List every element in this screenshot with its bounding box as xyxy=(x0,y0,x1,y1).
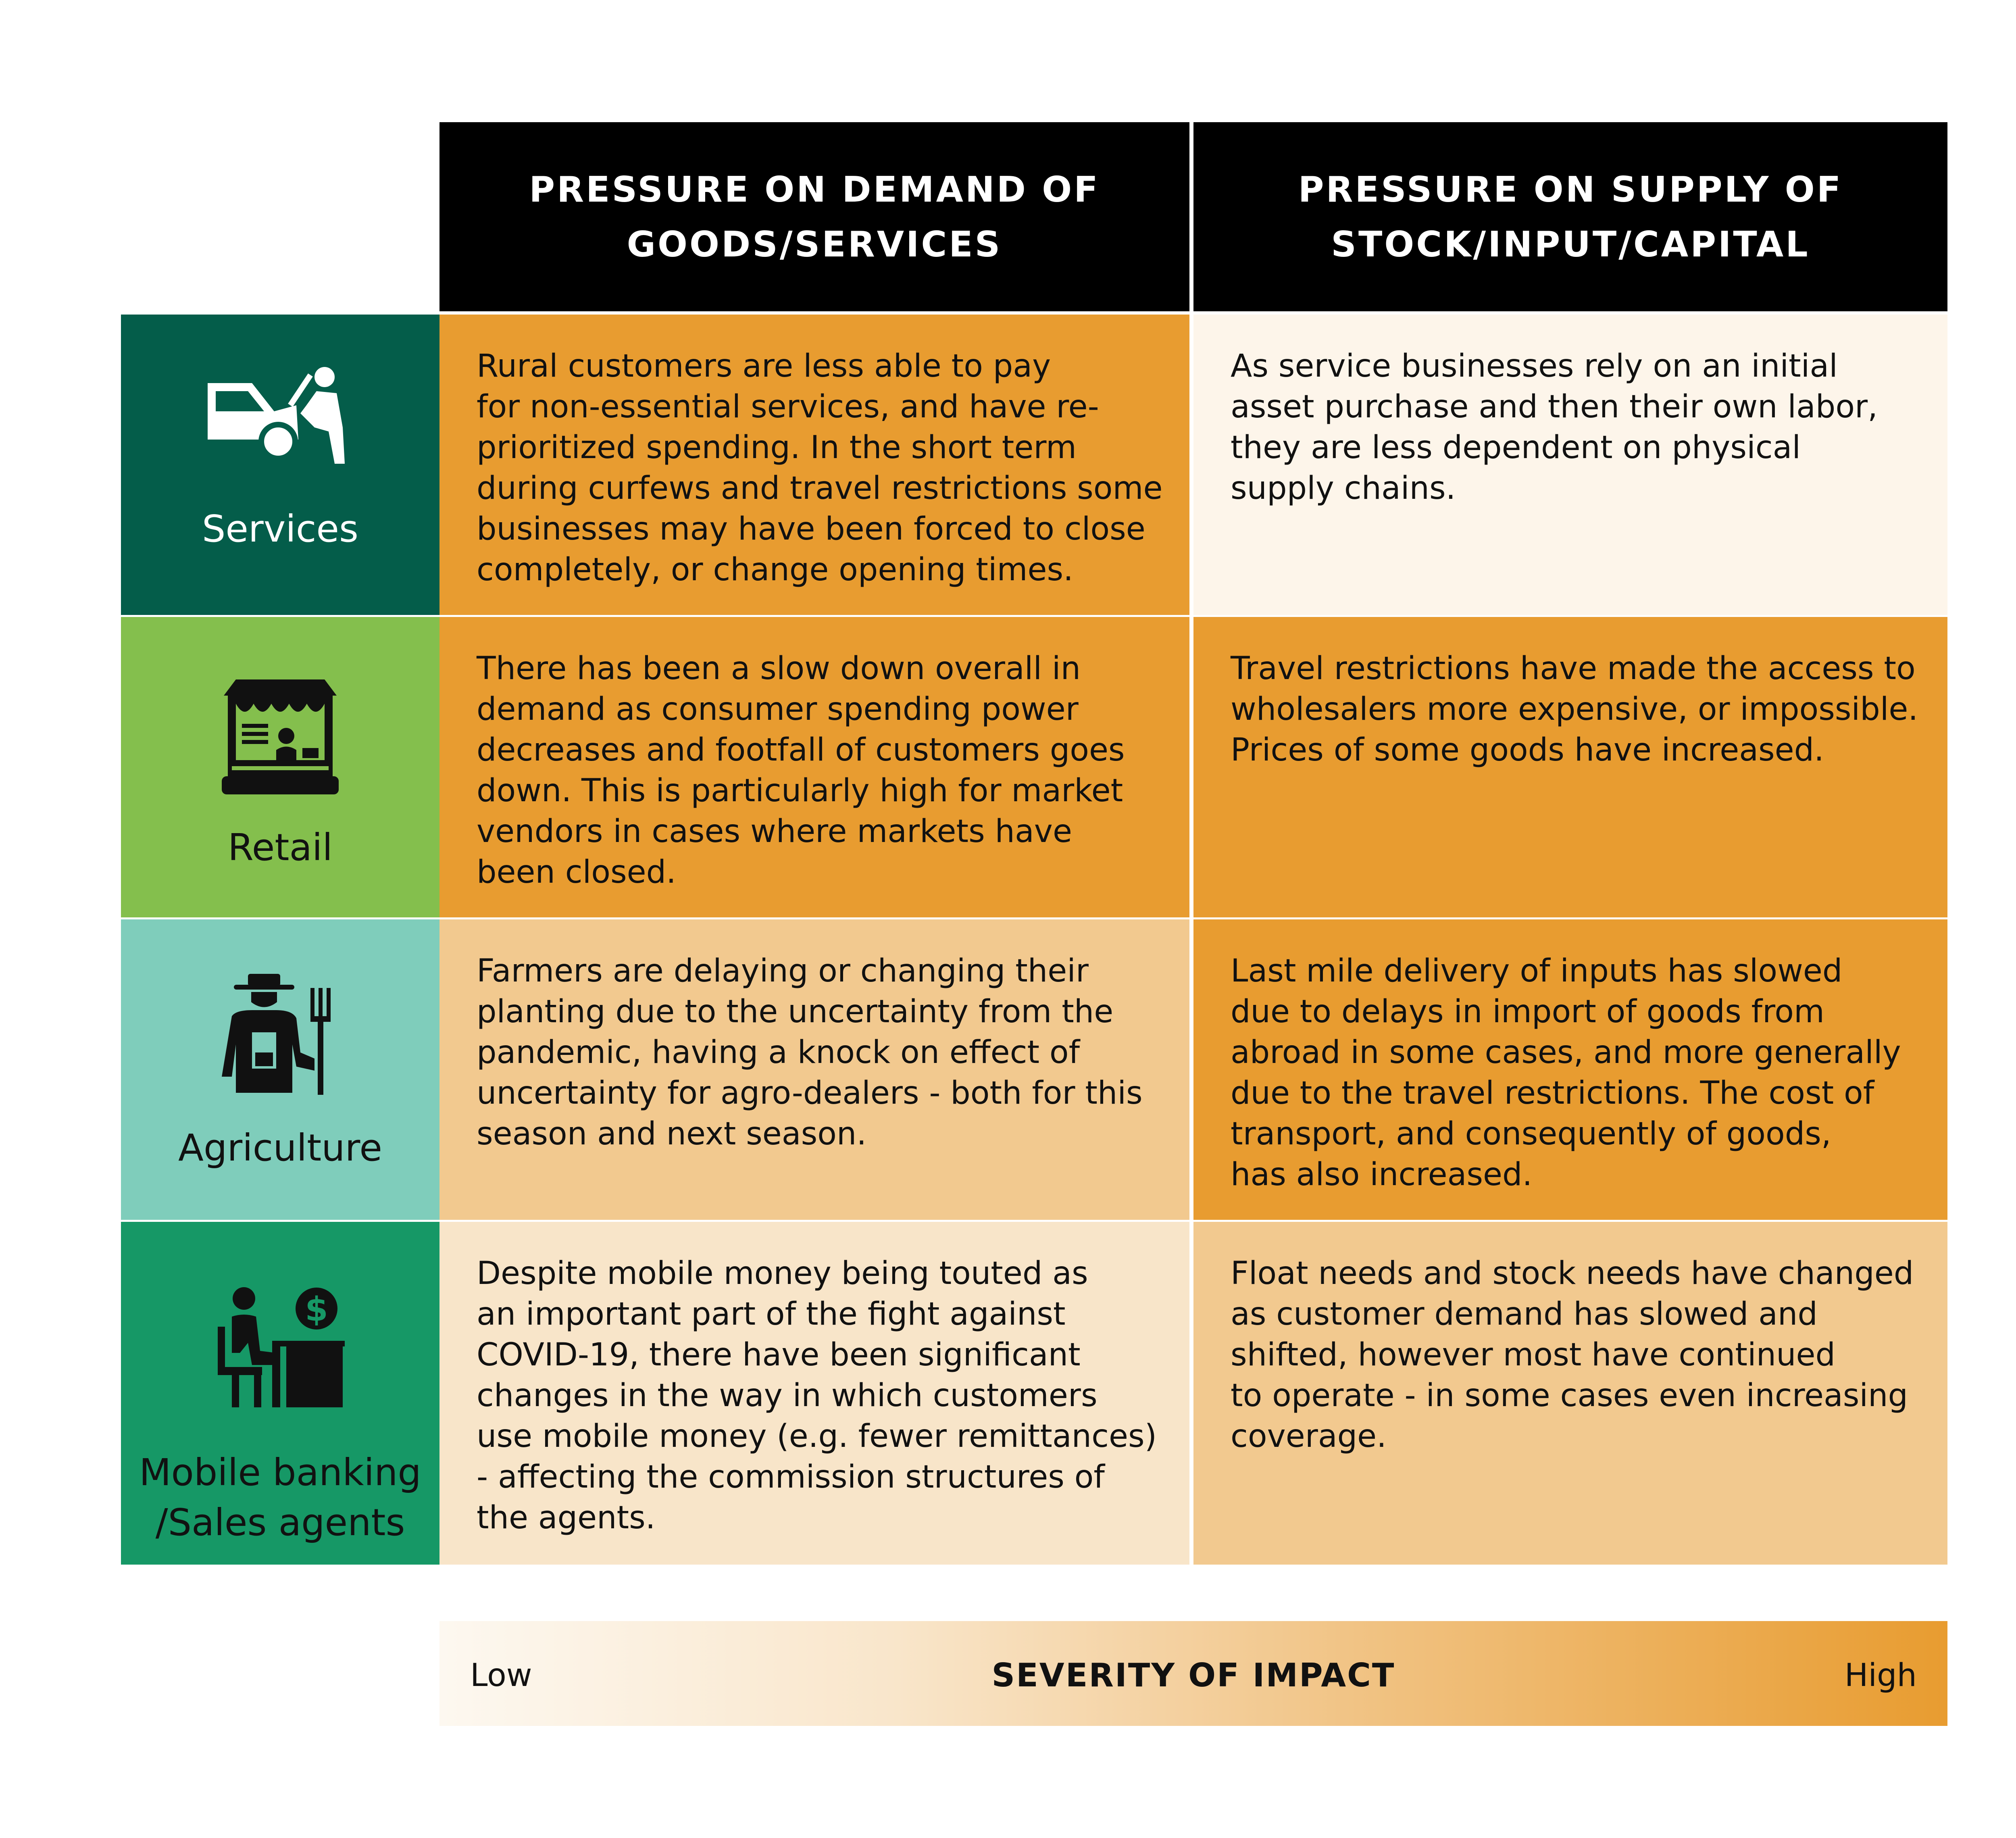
text-line: as customer demand has slowed and xyxy=(1231,1296,1818,1332)
text-line: during curfews and travel restrictions some xyxy=(477,470,1163,506)
category-agriculture xyxy=(121,919,439,1220)
market-stall-icon xyxy=(121,675,439,796)
demand-header-line-2: GOODS/SERVICES xyxy=(627,223,1002,265)
text-line: asset purchase and then their own labor, xyxy=(1231,389,1878,425)
scale-low-label: Low xyxy=(470,1657,532,1694)
text-line: Travel restrictions have made the access to xyxy=(1231,650,1916,687)
text-line: planting due to the uncertainty from the xyxy=(477,994,1114,1030)
supply-column-header xyxy=(1193,122,1947,311)
text-line: Float needs and stock needs have changed xyxy=(1231,1255,1914,1292)
supply-header-line-1: PRESSURE ON SUPPLY OF xyxy=(1298,169,1843,210)
text-line: COVID-19, there have been significant xyxy=(477,1337,1081,1373)
text-line: Last mile delivery of inputs has slowed xyxy=(1231,953,1843,989)
text-line: Prices of some goods have increased. xyxy=(1231,732,1824,768)
text-line: has also increased. xyxy=(1231,1157,1533,1193)
category-label: Retail xyxy=(228,826,333,869)
category-retail xyxy=(121,617,439,917)
text-line: wholesalers more expensive, or impossible. xyxy=(1231,691,1918,727)
text-line: due to delays in import of goods from xyxy=(1231,994,1825,1030)
text-line: shifted, however most have continued xyxy=(1231,1337,1836,1373)
text-line: to operate - in some cases even increasing xyxy=(1231,1377,1908,1414)
text-line: changes in the way in which customers xyxy=(477,1377,1098,1414)
category-label-line-1: Mobile banking xyxy=(139,1451,421,1494)
category-label xyxy=(121,1448,439,1548)
text-line: been closed. xyxy=(477,854,676,890)
agriculture-demand-cell xyxy=(439,919,1189,1220)
text-line: abroad in some cases, and more generally xyxy=(1231,1034,1901,1071)
text-line: completely, or change opening times. xyxy=(477,552,1073,588)
text-line: transport, and consequently of goods, xyxy=(1231,1116,1831,1152)
text-line: season and next season. xyxy=(477,1116,867,1152)
text-line: for non-essential services, and have re- xyxy=(477,389,1099,425)
severity-scale-bar xyxy=(439,1621,1947,1726)
text-line: coverage. xyxy=(1231,1418,1387,1455)
text-line: vendors in cases where markets have xyxy=(477,813,1072,850)
agent-money-desk-icon xyxy=(121,1282,439,1411)
text-line: businesses may have been forced to close xyxy=(477,511,1145,547)
demand-header-line-1: PRESSURE ON DEMAND OF xyxy=(529,169,1100,210)
text-line: due to the travel restrictions. The cost of xyxy=(1231,1075,1874,1111)
text-line: uncertainty for agro-dealers - both for this xyxy=(477,1075,1143,1111)
category-mobile-banking xyxy=(121,1222,439,1565)
text-line: decreases and footfall of customers goes xyxy=(477,732,1125,768)
text-line: they are less dependent on physical xyxy=(1231,429,1801,466)
text-line: supply chains. xyxy=(1231,470,1456,506)
text-line: an important part of the fight against xyxy=(477,1296,1066,1332)
category-label-line-2: /Sales agents xyxy=(155,1501,405,1544)
farmer-pitchfork-icon xyxy=(121,972,439,1097)
supply-header-line-2: STOCK/INPUT/CAPITAL xyxy=(1331,223,1810,265)
text-line: Rural customers are less able to pay xyxy=(477,348,1051,384)
mobile-supply-cell xyxy=(1193,1222,1947,1565)
text-line: pandemic, having a knock on effect of xyxy=(477,1034,1080,1071)
category-label: Agriculture xyxy=(178,1126,382,1169)
retail-supply-cell xyxy=(1193,617,1947,917)
scale-high-label: High xyxy=(1844,1657,1917,1694)
agriculture-supply-cell xyxy=(1193,919,1947,1220)
text-line: As service businesses rely on an initial xyxy=(1231,348,1838,384)
text-line: Farmers are delaying or changing their xyxy=(477,953,1089,989)
category-label: Services xyxy=(202,507,358,550)
text-line: the agents. xyxy=(477,1500,656,1536)
text-line: demand as consumer spending power xyxy=(477,691,1079,727)
text-line: - affecting the commission structures of xyxy=(477,1459,1105,1495)
mobile-demand-cell xyxy=(439,1222,1189,1565)
demand-column-header xyxy=(439,122,1189,311)
text-line: Despite mobile money being touted as xyxy=(477,1255,1088,1292)
car-mechanic-icon xyxy=(121,367,439,472)
text-line: down. This is particularly high for market xyxy=(477,773,1123,809)
services-supply-cell xyxy=(1193,315,1947,615)
category-services xyxy=(121,315,439,615)
text-line: use mobile money (e.g. fewer remittances) xyxy=(477,1418,1157,1455)
svg-text:$: $ xyxy=(305,1290,328,1329)
text-line: There has been a slow down overall in xyxy=(477,650,1081,687)
retail-demand-cell xyxy=(439,617,1189,917)
text-line: prioritized spending. In the short term xyxy=(477,429,1077,466)
scale-title: SEVERITY OF IMPACT xyxy=(991,1657,1395,1694)
services-demand-cell xyxy=(439,315,1189,615)
